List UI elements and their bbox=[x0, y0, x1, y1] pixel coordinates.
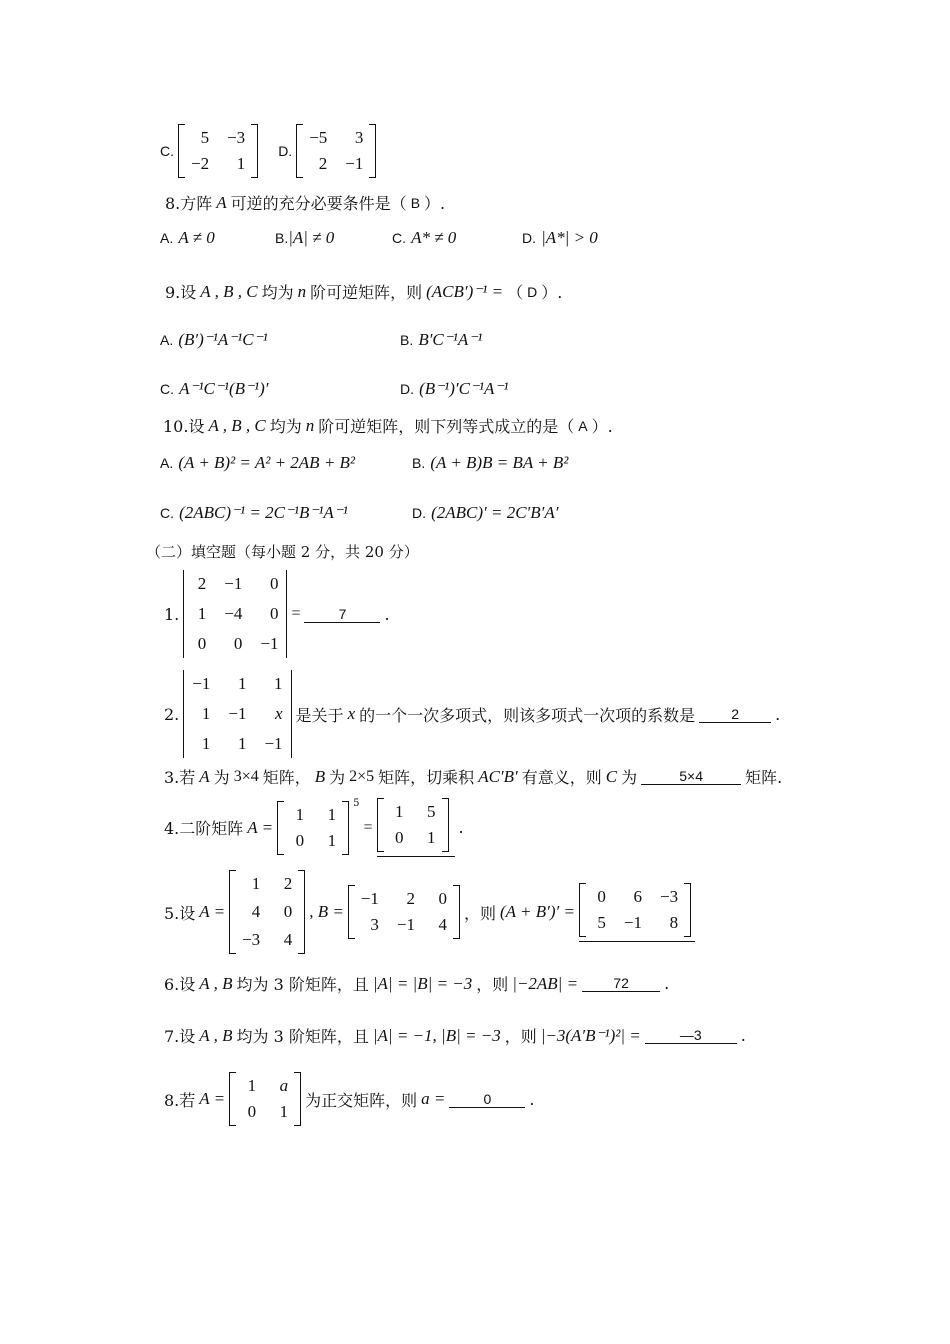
answer-blank: 5×4 bbox=[641, 768, 741, 785]
q10-option-b: B. (A + B)B = BA + B² bbox=[412, 453, 569, 472]
question-8-stem: 8.方阵 A 可逆的充分必要条件是（ B ）. bbox=[165, 192, 446, 213]
answer-blank: 7 bbox=[304, 606, 380, 623]
fill-7: 7.设 A , B 均为 3 阶矩阵，且 |A| = −1, |B| = −3 ，则 |−3(A′B⁻¹)²| = —3 . bbox=[164, 1025, 746, 1046]
answer: A bbox=[578, 417, 588, 434]
fill-1: 1. 2 −1 0 1 −4 0 0 0 −1 = 7 . bbox=[164, 570, 390, 658]
matrix: 0 6 −3 5 −1 8 bbox=[579, 883, 691, 937]
fill-5: 5.设 A = 1 2 4 0 −3 4 , B = −1 2 0 3 −1 4 ，则 (A + B′)′ = 0 6 −3 5 −1 8 bbox=[164, 870, 695, 954]
matrix: 1 2 4 0 −3 4 bbox=[229, 870, 305, 954]
fill-8: 8.若 A = 1 a 0 1 为正交矩阵，则 a = 0 . bbox=[164, 1072, 534, 1126]
question-10-stem: 10.设 A , B , C 均为 n 阶可逆矩阵，则下列等式成立的是（ A ）. bbox=[163, 415, 613, 436]
q8-option-d: D. |A*| > 0 bbox=[522, 228, 598, 247]
answer-blank: 0 bbox=[449, 1091, 525, 1108]
q8-option-c: C. A* ≠ 0 bbox=[392, 228, 457, 247]
q9-option-a: A. (B′)⁻¹A⁻¹C⁻¹ bbox=[160, 330, 268, 349]
fill-2: 2. −1 1 1 1 −1 x 1 1 −1 是关于 x 的一个一次多项式，则该多项式一次项的系数是 2 . bbox=[164, 670, 780, 758]
q7-options-row bbox=[160, 124, 376, 178]
matrix: 1 a 0 1 bbox=[229, 1072, 301, 1126]
matrix: −1 2 0 3 −1 4 bbox=[348, 885, 460, 939]
q10-option-a: A. (A + B)² = A² + 2AB + B² bbox=[160, 453, 356, 472]
section-title: （二）填空题（每小题 2 分，共 20 分） bbox=[146, 543, 419, 561]
q10-option-c: C. (2ABC)⁻¹ = 2C⁻¹B⁻¹A⁻¹ bbox=[160, 503, 348, 522]
option-label: C. bbox=[160, 143, 174, 159]
q8-option-a: A. A ≠ 0 bbox=[160, 228, 215, 247]
answer-blank: 72 bbox=[582, 975, 660, 992]
question-9-stem: 9.设 A , B , C 均为 n 阶可逆矩阵，则 (ACB′)⁻¹ = （ D ）. bbox=[165, 281, 563, 302]
option-label: D. bbox=[278, 143, 293, 159]
determinant: 2 −1 0 1 −4 0 0 0 −1 bbox=[183, 570, 287, 658]
determinant: −1 1 1 1 −1 x 1 1 −1 bbox=[183, 670, 291, 758]
fill-4: 4.二阶矩阵 A = 1 1 0 1 5 = 1 5 0 1 . bbox=[164, 798, 464, 857]
matrix: −5 3 2 −1 bbox=[296, 124, 376, 178]
answer: B bbox=[410, 194, 421, 211]
matrix: 5 −3 −2 1 bbox=[178, 124, 258, 178]
q9-option-b: B. B′C⁻¹A⁻¹ bbox=[400, 330, 483, 349]
matrix: 1 5 0 1 bbox=[377, 798, 449, 852]
fill-3: 3.若 A 为 3×4 矩阵， B 为 2×5 矩阵，切乘积 AC′B′ 有意义，则 C 为 5×4 矩阵. bbox=[164, 766, 783, 787]
q8-option-b: B.|A| ≠ 0 bbox=[275, 228, 335, 247]
answer: D bbox=[527, 283, 538, 300]
answer-blank: —3 bbox=[645, 1027, 737, 1044]
q10-option-d: D. (2ABC)′ = 2C′B′A′ bbox=[412, 503, 559, 522]
answer-blank bbox=[579, 883, 695, 942]
q9-option-c: C. A⁻¹C⁻¹(B⁻¹)′ bbox=[160, 379, 269, 398]
answer-blank: 2 bbox=[699, 706, 771, 723]
matrix: 1 1 0 1 bbox=[277, 801, 349, 855]
answer-blank bbox=[377, 798, 455, 857]
q9-option-d: D. (B⁻¹)′C⁻¹A⁻¹ bbox=[400, 379, 509, 398]
fill-6: 6.设 A , B 均为 3 阶矩阵，且 |A| = |B| = −3 ，则 |−2AB| = 72 . bbox=[164, 973, 670, 994]
